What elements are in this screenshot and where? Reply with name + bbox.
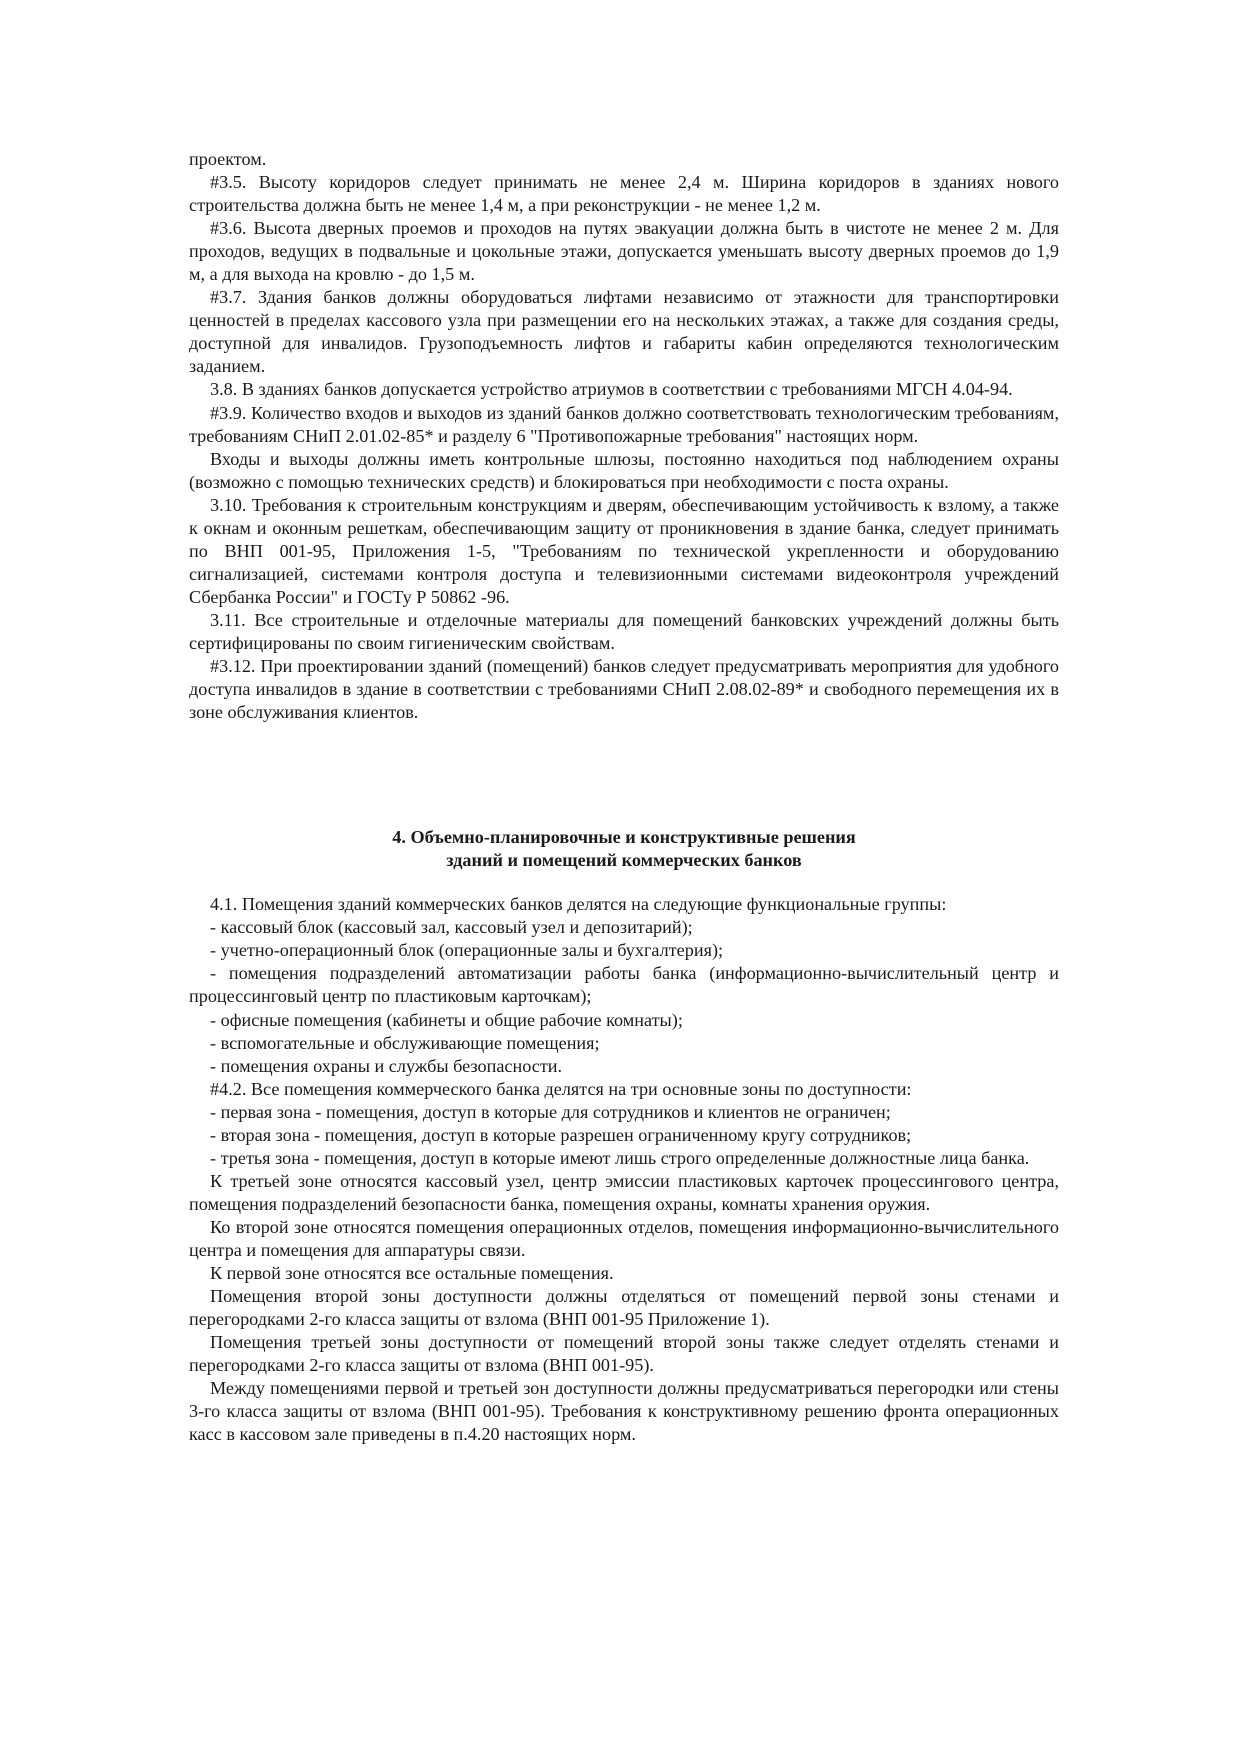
list-item: - офисные помещения (кабинеты и общие рабочие комнаты); xyxy=(210,1009,683,1030)
list-item: - кассовый блок (кассовый зал, кассовый узел и депозитарий); xyxy=(210,917,693,938)
paragraph-zone-1-3-separation: Между помещениями первой и третьей зон доступности должны предусматриваться перегородки или стены 3-го класса защиты от взлома (ВНП 001-95). Требования к конструктивному решению фронта операционных касс в кассовом зале приведены в п.4.20 настоящих норм. xyxy=(189,1378,1059,1445)
paragraph-continuation: проектом. xyxy=(189,149,267,169)
list-item: - первая зона - помещения, доступ в которые для сотрудников и клиентов не ограничен; xyxy=(210,1101,891,1122)
paragraph-3-9: #3.9. Количество входов и выходов из зданий банков должно соответствовать технологическим требованиям, требованиям СНиП 2.01.02-85* и разделу 6 "Противопожарные требования" настоящих норм. xyxy=(189,402,1059,446)
paragraph-3-5: #3.5. Высоту коридоров следует принимать не менее 2,4 м. Ширина коридоров в зданиях нового строительства должна быть не менее 1,4 м, а при реконструкции - не менее 1,2 м. xyxy=(189,172,1059,216)
paragraph-3-6: #3.6. Высота дверных проемов и проходов на путях эвакуации должна быть в чистоте не менее 2 м. Для проходов, ведущих в подвальные и цокольные этажи, допускается уменьшать высоту дверных проемов до 1,9 м, а для выхода на кровлю - до 1,5 м. xyxy=(189,218,1059,285)
paragraph-entrances: Входы и выходы должны иметь контрольные шлюзы, постоянно находиться под наблюдением охраны (возможно с помощью технических средств) и блокироваться при необходимости с поста охраны. xyxy=(189,448,1059,492)
paragraph-second-zone: Ко второй зоне относятся помещения операционных отделов, помещения информационно-вычислительного центра и помещения для аппаратуры связи. xyxy=(189,1216,1059,1260)
list-item: - помещения подразделений автоматизации работы банка (информационно-вычислительный центр и процессинговый центр по пластиковым карточкам); xyxy=(189,963,1059,1007)
paragraph-4-1: 4.1. Помещения зданий коммерческих банков делятся на следующие функциональные группы: xyxy=(210,894,947,915)
list-item: - третья зона - помещения, доступ в которые имеют лишь строго определенные должностные лица банка. xyxy=(210,1147,1030,1168)
paragraph-zone-2-separation: Помещения второй зоны доступности должны отделяться от помещений первой зоны стенами и перегородками 2-го класса защиты от взлома (ВНП 001-95 Приложение 1). xyxy=(189,1286,1059,1330)
heading-line-2: зданий и помещений коммерческих банков xyxy=(446,850,802,871)
paragraph-3-7: #3.7. Здания банков должны оборудоваться лифтами независимо от этажности для транспортировки ценностей в пределах кассового узла при размещении его на нескольких этажах, а также для создания среды, доступной для инвалидов. Грузоподъемность лифтов и габариты кабин определяются технологическим заданием. xyxy=(189,287,1059,377)
paragraph-first-zone: К первой зоне относятся все остальные помещения. xyxy=(210,1263,614,1284)
paragraph-4-2: #4.2. Все помещения коммерческого банка делятся на три основные зоны по доступности: xyxy=(210,1078,912,1099)
paragraph-zone-3-separation: Помещения третьей зоны доступности от помещений второй зоны также следует отделять стенами и перегородками 2-го класса защиты от взлома (ВНП 001-95). xyxy=(189,1332,1059,1376)
list-item: - вспомогательные и обслуживающие помещения; xyxy=(210,1032,600,1053)
paragraph-3-12: #3.12. При проектировании зданий (помещений) банков следует предусматривать мероприятия для удобного доступа инвалидов в здание в соответствии с требованиями СНиП 2.08.02-89* и свободного перемещения их в зоне обслуживания клиентов. xyxy=(189,656,1059,723)
list-item: - помещения охраны и службы безопасности. xyxy=(210,1055,563,1076)
document-page xyxy=(189,148,1059,1446)
paragraph-3-8: 3.8. В зданиях банков допускается устройство атриумов в соответствии с требованиями МГСН 4.04-94. xyxy=(210,379,1013,400)
heading-line-1: 4. Объемно-планировочные и конструктивные решения xyxy=(392,827,856,848)
section-gap xyxy=(189,724,1059,762)
section-heading xyxy=(189,762,1059,893)
list-item: - учетно-операционный блок (операционные залы и бухгалтерия); xyxy=(210,940,724,961)
paragraph-3-10: 3.10. Требования к строительным конструкциям и дверям, обеспечивающим устойчивость к взлому, а также к окнам и оконным решеткам, обеспечивающим защиту от проникновения в здание банка, следует принимать по ВНП 001-95, Приложения 1-5, "Требованиям по технической укрепленности и оборудованию сигнализацией, системами контроля доступа и телевизионными системами видеоконтроля учреждений Сбербанка России" и ГОСТу Р 50862 -96. xyxy=(189,494,1059,607)
list-item: - вторая зона - помещения, доступ в которые разрешен ограниченному кругу сотрудников; xyxy=(210,1124,912,1145)
paragraph-third-zone: К третьей зоне относятся кассовый узел, центр эмиссии пластиковых карточек процессингового центра, помещения подразделений безопасности банка, помещения охраны, комнаты хранения оружия. xyxy=(189,1170,1059,1214)
paragraph-3-11: 3.11. Все строительные и отделочные материалы для помещений банковских учреждений должны быть сертифицированы по своим гигиеническим свойствам. xyxy=(189,609,1059,653)
